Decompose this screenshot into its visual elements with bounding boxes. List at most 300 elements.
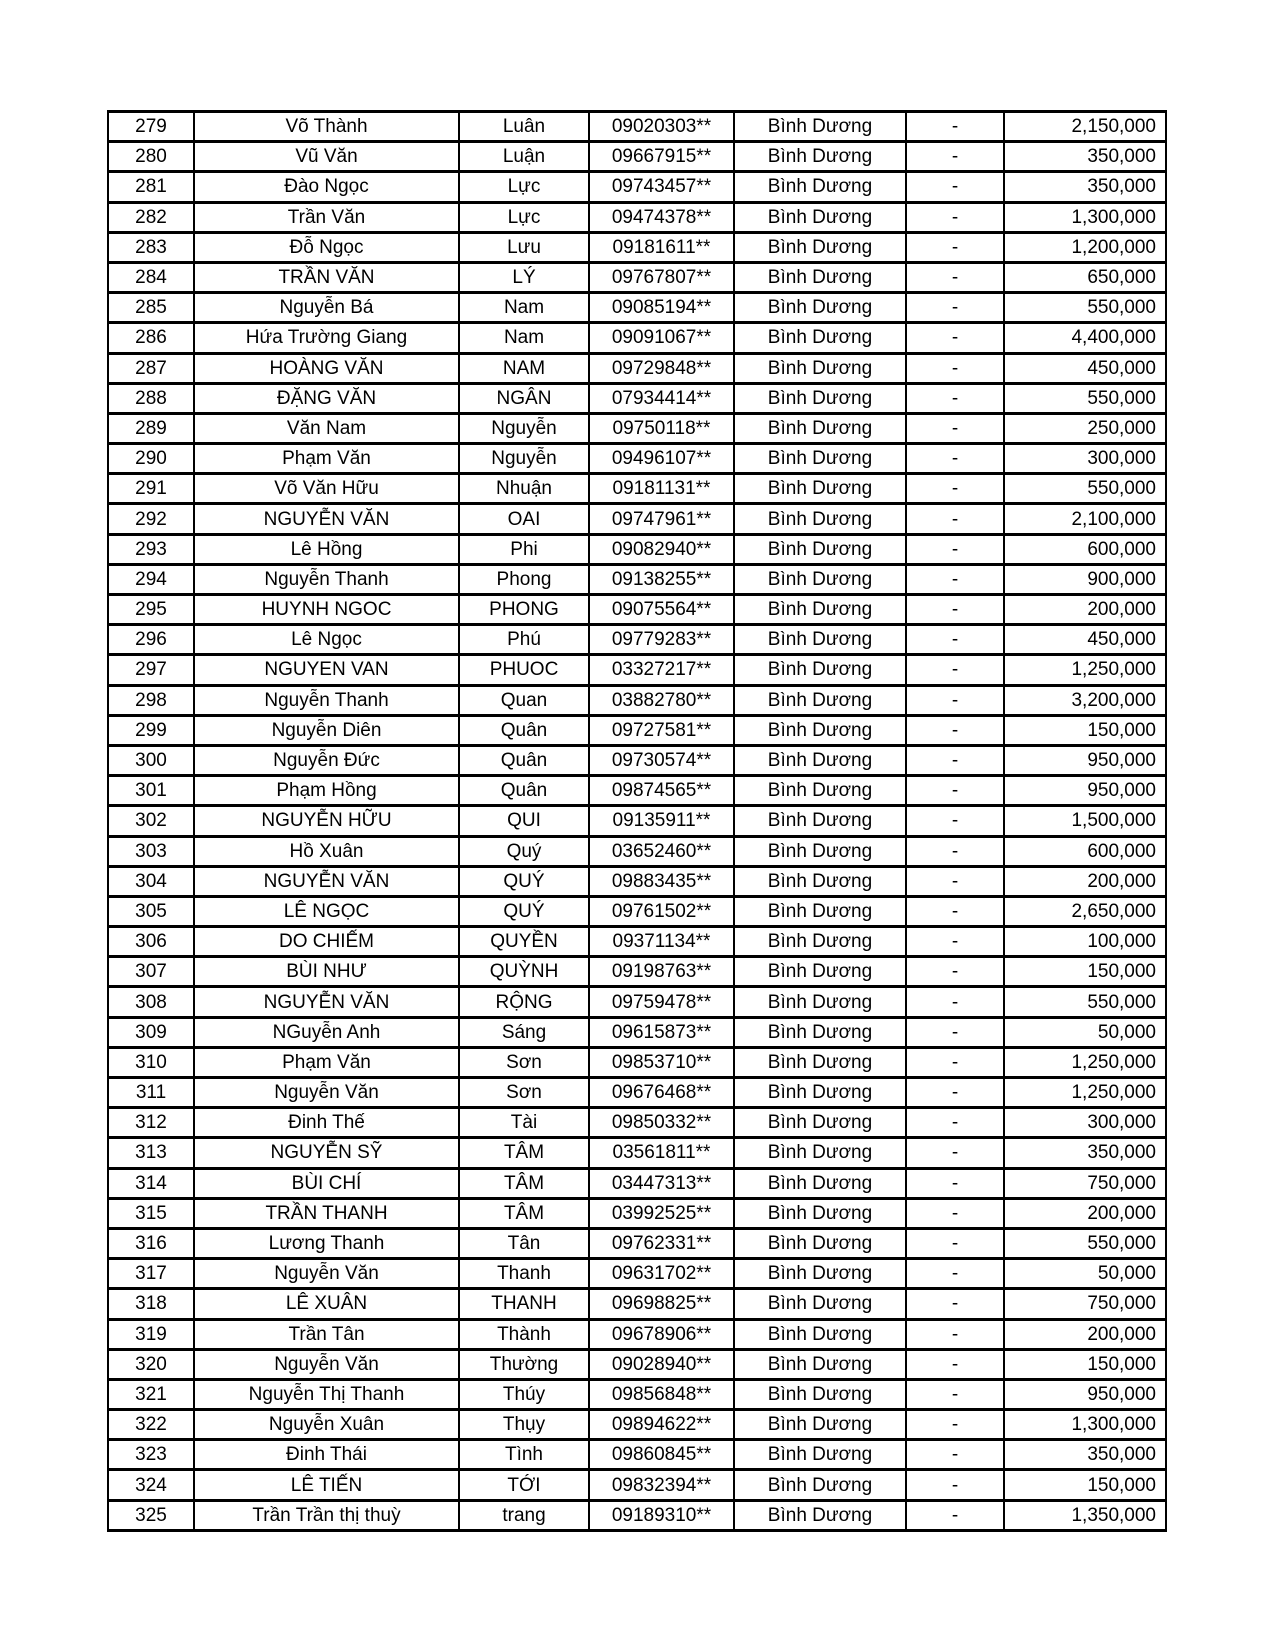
amount-cell: 450,000: [1004, 625, 1166, 655]
province-cell: Bình Dương: [734, 172, 906, 202]
dash-cell: -: [906, 1500, 1004, 1530]
province-cell: Bình Dương: [734, 564, 906, 594]
amount-cell: 550,000: [1004, 1228, 1166, 1258]
last-name-cell: Nam: [459, 323, 589, 353]
amount-cell: 600,000: [1004, 534, 1166, 564]
dash-cell: -: [906, 1319, 1004, 1349]
row-number-cell: 319: [108, 1319, 194, 1349]
amount-cell: 2,650,000: [1004, 896, 1166, 926]
dash-cell: -: [906, 413, 1004, 443]
phone-masked-cell: 09135911**: [589, 806, 734, 836]
last-name-cell: Nguyễn: [459, 413, 589, 443]
table-row: [108, 1410, 1166, 1440]
phone-masked-cell: 09474378**: [589, 202, 734, 232]
table-row: [108, 745, 1166, 775]
table-row: [108, 1289, 1166, 1319]
table-row: [108, 444, 1166, 474]
province-cell: Bình Dương: [734, 112, 906, 142]
first-middle-name-cell: Đinh Thái: [194, 1440, 459, 1470]
province-cell: Bình Dương: [734, 232, 906, 262]
province-cell: Bình Dương: [734, 353, 906, 383]
first-middle-name-cell: Trần Trần thị thuỳ: [194, 1500, 459, 1530]
table-row: [108, 625, 1166, 655]
province-cell: Bình Dương: [734, 685, 906, 715]
last-name-cell: QUÝ: [459, 896, 589, 926]
table-row: [108, 1228, 1166, 1258]
phone-masked-cell: 09850332**: [589, 1108, 734, 1138]
last-name-cell: Luận: [459, 142, 589, 172]
last-name-cell: QUỲNH: [459, 957, 589, 987]
phone-masked-cell: 03882780**: [589, 685, 734, 715]
last-name-cell: Phi: [459, 534, 589, 564]
row-number-cell: 290: [108, 444, 194, 474]
table-row: [108, 564, 1166, 594]
dash-cell: -: [906, 504, 1004, 534]
table-row: [108, 927, 1166, 957]
amount-cell: 150,000: [1004, 715, 1166, 745]
amount-cell: 550,000: [1004, 383, 1166, 413]
table-row: [108, 534, 1166, 564]
first-middle-name-cell: Nguyễn Thị Thanh: [194, 1379, 459, 1409]
amount-cell: 950,000: [1004, 776, 1166, 806]
amount-cell: 750,000: [1004, 1289, 1166, 1319]
province-cell: Bình Dương: [734, 323, 906, 353]
dash-cell: -: [906, 1138, 1004, 1168]
province-cell: Bình Dương: [734, 1349, 906, 1379]
row-number-cell: 317: [108, 1259, 194, 1289]
dash-cell: -: [906, 1470, 1004, 1500]
phone-masked-cell: 09371134**: [589, 927, 734, 957]
table-row: [108, 1259, 1166, 1289]
province-cell: Bình Dương: [734, 1379, 906, 1409]
amount-cell: 200,000: [1004, 595, 1166, 625]
last-name-cell: Sơn: [459, 1047, 589, 1077]
row-number-cell: 299: [108, 715, 194, 745]
amount-cell: 1,250,000: [1004, 1047, 1166, 1077]
table-row: [108, 112, 1166, 142]
row-number-cell: 314: [108, 1168, 194, 1198]
row-number-cell: 312: [108, 1108, 194, 1138]
province-cell: Bình Dương: [734, 957, 906, 987]
table-row: [108, 866, 1166, 896]
amount-cell: 3,200,000: [1004, 685, 1166, 715]
last-name-cell: Thúy: [459, 1379, 589, 1409]
table-row: [108, 1198, 1166, 1228]
first-middle-name-cell: BÙI NHƯ: [194, 957, 459, 987]
amount-cell: 550,000: [1004, 474, 1166, 504]
first-middle-name-cell: Nguyễn Bá: [194, 293, 459, 323]
dash-cell: -: [906, 1198, 1004, 1228]
row-number-cell: 307: [108, 957, 194, 987]
first-middle-name-cell: NGUYỄN SỸ: [194, 1138, 459, 1168]
province-cell: Bình Dương: [734, 1138, 906, 1168]
phone-masked-cell: 09832394**: [589, 1470, 734, 1500]
first-middle-name-cell: Đỗ Ngọc: [194, 232, 459, 262]
amount-cell: 300,000: [1004, 1108, 1166, 1138]
phone-masked-cell: 09767807**: [589, 262, 734, 292]
table-row: [108, 896, 1166, 926]
phone-masked-cell: 09750118**: [589, 413, 734, 443]
row-number-cell: 321: [108, 1379, 194, 1409]
first-middle-name-cell: Hồ Xuân: [194, 836, 459, 866]
amount-cell: 2,150,000: [1004, 112, 1166, 142]
dash-cell: -: [906, 444, 1004, 474]
phone-masked-cell: 09730574**: [589, 745, 734, 775]
dash-cell: -: [906, 685, 1004, 715]
dash-cell: -: [906, 745, 1004, 775]
first-middle-name-cell: NGuyễn Anh: [194, 1017, 459, 1047]
amount-cell: 900,000: [1004, 564, 1166, 594]
table-row: [108, 1168, 1166, 1198]
province-cell: Bình Dương: [734, 1470, 906, 1500]
amount-cell: 1,250,000: [1004, 1078, 1166, 1108]
phone-masked-cell: 09020303**: [589, 112, 734, 142]
province-cell: Bình Dương: [734, 142, 906, 172]
table-row: [108, 806, 1166, 836]
dash-cell: -: [906, 1410, 1004, 1440]
amount-cell: 1,300,000: [1004, 1410, 1166, 1440]
row-number-cell: 281: [108, 172, 194, 202]
dash-cell: -: [906, 1259, 1004, 1289]
table-body: [108, 112, 1166, 1531]
row-number-cell: 293: [108, 534, 194, 564]
province-cell: Bình Dương: [734, 1500, 906, 1530]
table-row: [108, 836, 1166, 866]
amount-cell: 300,000: [1004, 444, 1166, 474]
province-cell: Bình Dương: [734, 1047, 906, 1077]
phone-masked-cell: 09667915**: [589, 142, 734, 172]
table-row: [108, 595, 1166, 625]
table-row: [108, 504, 1166, 534]
last-name-cell: RỘNG: [459, 987, 589, 1017]
last-name-cell: Sáng: [459, 1017, 589, 1047]
table-row: [108, 987, 1166, 1017]
province-cell: Bình Dương: [734, 1410, 906, 1440]
amount-cell: 1,350,000: [1004, 1500, 1166, 1530]
last-name-cell: TÂM: [459, 1198, 589, 1228]
first-middle-name-cell: Võ Thành: [194, 112, 459, 142]
first-middle-name-cell: Đào Ngọc: [194, 172, 459, 202]
first-middle-name-cell: Lương Thanh: [194, 1228, 459, 1258]
first-middle-name-cell: Nguyễn Diên: [194, 715, 459, 745]
amount-cell: 550,000: [1004, 293, 1166, 323]
phone-masked-cell: 09181611**: [589, 232, 734, 262]
last-name-cell: TÂM: [459, 1168, 589, 1198]
last-name-cell: Nguyễn: [459, 444, 589, 474]
row-number-cell: 303: [108, 836, 194, 866]
phone-masked-cell: 03447313**: [589, 1168, 734, 1198]
dash-cell: -: [906, 776, 1004, 806]
province-cell: Bình Dương: [734, 987, 906, 1017]
table-row: [108, 1379, 1166, 1409]
table-row: [108, 172, 1166, 202]
first-middle-name-cell: Phạm Hồng: [194, 776, 459, 806]
row-number-cell: 285: [108, 293, 194, 323]
last-name-cell: Quân: [459, 745, 589, 775]
amount-cell: 250,000: [1004, 413, 1166, 443]
province-cell: Bình Dương: [734, 1017, 906, 1047]
dash-cell: -: [906, 1349, 1004, 1379]
dash-cell: -: [906, 293, 1004, 323]
last-name-cell: Lưu: [459, 232, 589, 262]
province-cell: Bình Dương: [734, 1440, 906, 1470]
first-middle-name-cell: Nguyễn Đức: [194, 745, 459, 775]
dash-cell: -: [906, 262, 1004, 292]
province-cell: Bình Dương: [734, 1168, 906, 1198]
table-row: [108, 1349, 1166, 1379]
amount-cell: 1,500,000: [1004, 806, 1166, 836]
last-name-cell: OAI: [459, 504, 589, 534]
first-middle-name-cell: NGUYỄN VĂN: [194, 504, 459, 534]
dash-cell: -: [906, 232, 1004, 262]
phone-masked-cell: 09138255**: [589, 564, 734, 594]
row-number-cell: 300: [108, 745, 194, 775]
last-name-cell: THANH: [459, 1289, 589, 1319]
first-middle-name-cell: NGUYEN VAN: [194, 655, 459, 685]
phone-masked-cell: 09496107**: [589, 444, 734, 474]
table-row: [108, 202, 1166, 232]
dash-cell: -: [906, 172, 1004, 202]
amount-cell: 50,000: [1004, 1017, 1166, 1047]
row-number-cell: 318: [108, 1289, 194, 1319]
phone-masked-cell: 03652460**: [589, 836, 734, 866]
province-cell: Bình Dương: [734, 595, 906, 625]
phone-masked-cell: 09082940**: [589, 534, 734, 564]
dash-cell: -: [906, 1289, 1004, 1319]
last-name-cell: Nam: [459, 293, 589, 323]
dash-cell: -: [906, 474, 1004, 504]
province-cell: Bình Dương: [734, 1198, 906, 1228]
table-row: [108, 655, 1166, 685]
dash-cell: -: [906, 715, 1004, 745]
table-row: [108, 1319, 1166, 1349]
province-cell: Bình Dương: [734, 1319, 906, 1349]
province-cell: Bình Dương: [734, 866, 906, 896]
last-name-cell: LÝ: [459, 262, 589, 292]
row-number-cell: 323: [108, 1440, 194, 1470]
last-name-cell: QUYỀN: [459, 927, 589, 957]
first-middle-name-cell: Nguyễn Văn: [194, 1259, 459, 1289]
row-number-cell: 286: [108, 323, 194, 353]
last-name-cell: NGÂN: [459, 383, 589, 413]
province-cell: Bình Dương: [734, 745, 906, 775]
first-middle-name-cell: LÊ TIẾN: [194, 1470, 459, 1500]
table-row: [108, 1017, 1166, 1047]
province-cell: Bình Dương: [734, 896, 906, 926]
amount-cell: 200,000: [1004, 866, 1166, 896]
last-name-cell: TÂM: [459, 1138, 589, 1168]
amount-cell: 100,000: [1004, 927, 1166, 957]
phone-masked-cell: 09856848**: [589, 1379, 734, 1409]
first-middle-name-cell: NGUYỄN VĂN: [194, 866, 459, 896]
amount-cell: 950,000: [1004, 745, 1166, 775]
row-number-cell: 282: [108, 202, 194, 232]
province-cell: Bình Dương: [734, 715, 906, 745]
dash-cell: -: [906, 202, 1004, 232]
amount-cell: 4,400,000: [1004, 323, 1166, 353]
row-number-cell: 289: [108, 413, 194, 443]
province-cell: Bình Dương: [734, 1108, 906, 1138]
dash-cell: -: [906, 595, 1004, 625]
last-name-cell: NAM: [459, 353, 589, 383]
phone-masked-cell: 09779283**: [589, 625, 734, 655]
table-row: [108, 383, 1166, 413]
row-number-cell: 279: [108, 112, 194, 142]
first-middle-name-cell: Đinh Thế: [194, 1108, 459, 1138]
row-number-cell: 322: [108, 1410, 194, 1440]
dash-cell: -: [906, 625, 1004, 655]
dash-cell: -: [906, 564, 1004, 594]
phone-masked-cell: 09085194**: [589, 293, 734, 323]
first-middle-name-cell: HUYNH NGOC: [194, 595, 459, 625]
last-name-cell: Tình: [459, 1440, 589, 1470]
amount-cell: 200,000: [1004, 1319, 1166, 1349]
first-middle-name-cell: Lê Ngọc: [194, 625, 459, 655]
amount-cell: 200,000: [1004, 1198, 1166, 1228]
phone-masked-cell: 09615873**: [589, 1017, 734, 1047]
last-name-cell: Phong: [459, 564, 589, 594]
first-middle-name-cell: DO CHIẾM: [194, 927, 459, 957]
first-middle-name-cell: Nguyễn Văn: [194, 1349, 459, 1379]
table-row: [108, 1047, 1166, 1077]
province-cell: Bình Dương: [734, 927, 906, 957]
table-row: [108, 1138, 1166, 1168]
first-middle-name-cell: Phạm Văn: [194, 1047, 459, 1077]
table-row: [108, 1470, 1166, 1500]
last-name-cell: Quân: [459, 715, 589, 745]
phone-masked-cell: 09853710**: [589, 1047, 734, 1077]
province-cell: Bình Dương: [734, 293, 906, 323]
phone-masked-cell: 09860845**: [589, 1440, 734, 1470]
dash-cell: -: [906, 1440, 1004, 1470]
phone-masked-cell: 09676468**: [589, 1078, 734, 1108]
dash-cell: -: [906, 1017, 1004, 1047]
phone-masked-cell: 09075564**: [589, 595, 734, 625]
last-name-cell: Nhuận: [459, 474, 589, 504]
dash-cell: -: [906, 927, 1004, 957]
amount-cell: 350,000: [1004, 1440, 1166, 1470]
last-name-cell: Lực: [459, 172, 589, 202]
amount-cell: 350,000: [1004, 1138, 1166, 1168]
amount-cell: 650,000: [1004, 262, 1166, 292]
dash-cell: -: [906, 1047, 1004, 1077]
dash-cell: -: [906, 836, 1004, 866]
province-cell: Bình Dương: [734, 1078, 906, 1108]
row-number-cell: 291: [108, 474, 194, 504]
province-cell: Bình Dương: [734, 504, 906, 534]
amount-cell: 350,000: [1004, 142, 1166, 172]
row-number-cell: 305: [108, 896, 194, 926]
phone-masked-cell: 09883435**: [589, 866, 734, 896]
province-cell: Bình Dương: [734, 1289, 906, 1319]
dash-cell: -: [906, 1078, 1004, 1108]
dash-cell: -: [906, 806, 1004, 836]
phone-masked-cell: 09729848**: [589, 353, 734, 383]
amount-cell: 150,000: [1004, 957, 1166, 987]
row-number-cell: 283: [108, 232, 194, 262]
dash-cell: -: [906, 896, 1004, 926]
row-number-cell: 301: [108, 776, 194, 806]
first-middle-name-cell: HOÀNG VĂN: [194, 353, 459, 383]
first-middle-name-cell: Nguyễn Xuân: [194, 1410, 459, 1440]
row-number-cell: 284: [108, 262, 194, 292]
first-middle-name-cell: Võ Văn Hữu: [194, 474, 459, 504]
phone-masked-cell: 03561811**: [589, 1138, 734, 1168]
row-number-cell: 304: [108, 866, 194, 896]
first-middle-name-cell: Hứa Trường Giang: [194, 323, 459, 353]
amount-cell: 150,000: [1004, 1470, 1166, 1500]
table-row: [108, 957, 1166, 987]
amount-cell: 1,200,000: [1004, 232, 1166, 262]
dash-cell: -: [906, 655, 1004, 685]
first-middle-name-cell: TRẦN VĂN: [194, 262, 459, 292]
row-number-cell: 297: [108, 655, 194, 685]
first-middle-name-cell: NGUYỄN HỮU: [194, 806, 459, 836]
phone-masked-cell: 09198763**: [589, 957, 734, 987]
row-number-cell: 325: [108, 1500, 194, 1530]
row-number-cell: 311: [108, 1078, 194, 1108]
table-row: [108, 142, 1166, 172]
row-number-cell: 309: [108, 1017, 194, 1047]
first-middle-name-cell: Nguyễn Thanh: [194, 685, 459, 715]
last-name-cell: QUI: [459, 806, 589, 836]
phone-masked-cell: 09698825**: [589, 1289, 734, 1319]
first-middle-name-cell: Lê Hồng: [194, 534, 459, 564]
last-name-cell: Luân: [459, 112, 589, 142]
last-name-cell: Thành: [459, 1319, 589, 1349]
phone-masked-cell: 03327217**: [589, 655, 734, 685]
row-number-cell: 288: [108, 383, 194, 413]
table-row: [108, 1440, 1166, 1470]
row-number-cell: 295: [108, 595, 194, 625]
last-name-cell: Quan: [459, 685, 589, 715]
first-middle-name-cell: LÊ XUÂN: [194, 1289, 459, 1319]
amount-cell: 1,250,000: [1004, 655, 1166, 685]
province-cell: Bình Dương: [734, 474, 906, 504]
row-number-cell: 315: [108, 1198, 194, 1228]
dash-cell: -: [906, 112, 1004, 142]
table-row: [108, 776, 1166, 806]
province-cell: Bình Dương: [734, 413, 906, 443]
amount-cell: 150,000: [1004, 1349, 1166, 1379]
dash-cell: -: [906, 987, 1004, 1017]
row-number-cell: 292: [108, 504, 194, 534]
row-number-cell: 316: [108, 1228, 194, 1258]
payment-list-table: [107, 110, 1167, 1532]
table-row: [108, 685, 1166, 715]
last-name-cell: PHUOC: [459, 655, 589, 685]
amount-cell: 50,000: [1004, 1259, 1166, 1289]
first-middle-name-cell: TRẦN THANH: [194, 1198, 459, 1228]
first-middle-name-cell: BÙI CHÍ: [194, 1168, 459, 1198]
row-number-cell: 296: [108, 625, 194, 655]
phone-masked-cell: 03992525**: [589, 1198, 734, 1228]
province-cell: Bình Dương: [734, 444, 906, 474]
province-cell: Bình Dương: [734, 625, 906, 655]
province-cell: Bình Dương: [734, 1259, 906, 1289]
dash-cell: -: [906, 353, 1004, 383]
phone-masked-cell: 09028940**: [589, 1349, 734, 1379]
row-number-cell: 310: [108, 1047, 194, 1077]
dash-cell: -: [906, 383, 1004, 413]
first-middle-name-cell: Trần Văn: [194, 202, 459, 232]
last-name-cell: Thanh: [459, 1259, 589, 1289]
row-number-cell: 306: [108, 927, 194, 957]
table-row: [108, 232, 1166, 262]
phone-masked-cell: 09189310**: [589, 1500, 734, 1530]
last-name-cell: Lực: [459, 202, 589, 232]
phone-masked-cell: 09631702**: [589, 1259, 734, 1289]
